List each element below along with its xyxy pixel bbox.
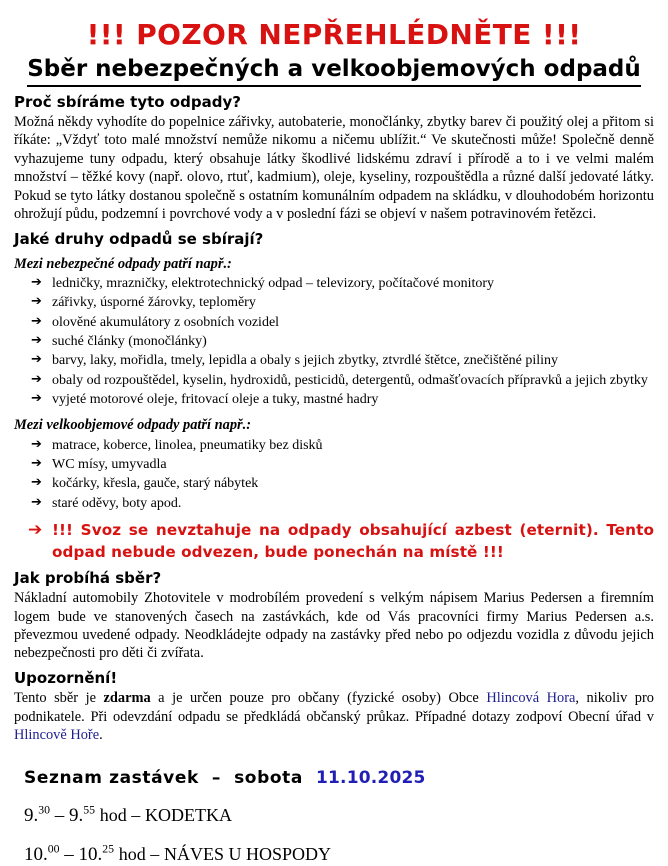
list-item-label: zářivky, úsporné žárovky, teploměry — [52, 295, 256, 311]
arrow-icon: ➔ — [31, 352, 42, 368]
stop-row — [24, 806, 654, 827]
stop-time-dash: – — [54, 805, 65, 827]
stop-start-minutes: 00 — [47, 843, 60, 856]
paragraph-why-collect: Možná někdy vyhodíte do popelnice zářivky, autobaterie, monočlánky, zbytky barev či použitý olej a přitom si říkáte: „Vždyť toto malé množství nemůže nikomu a ničemu ublížit.“ Ve skutečnosti může! Společně denně vyhazujeme tuny odpadu, který obsahuje látky škodlivé lidskému zdraví i přírodě a to i ve velmi malém množství – těžké kovy (např. olovo, rtuť, kadmium), oleje, kyseliny, rozpouštědla a různé další jedovaté látky. Pokud se tyto látky dostanou společně s ostatním komunálním odpadem na skládku, v dlouhodobém horizontu ohrožují půdu, podzemní i povrchové vody a v poslední fázi se objeví v našem potravinovém řetězci. — [14, 113, 654, 223]
stop-row — [24, 845, 654, 866]
hazardous-waste-list — [14, 274, 654, 409]
subheading-bulky-waste: Mezi velkoobjemové odpady patří např.: — [14, 417, 252, 434]
list-item-label: vyjeté motorové oleje, fritovací oleje a tuky, mastné hadry — [52, 391, 379, 407]
municipality-link-2[interactable]: Hlincově Hoře — [14, 727, 100, 743]
list-item — [14, 274, 654, 293]
list-item — [14, 390, 654, 409]
stop-unit: hod – — [118, 844, 160, 865]
stop-end-minutes: 25 — [102, 843, 115, 856]
list-item-label: olověné akumulátory z osobních vozidel — [52, 314, 280, 330]
municipality-link-1[interactable]: Hlincová Hora — [486, 690, 576, 707]
heading-why-collect: Proč sbíráme tyto odpady? — [14, 92, 241, 111]
notice-part-3: , nikoliv pro podnikatele. Při odevzdání odpadu se předkládá občanský průkaz. Případné dotazy zodpoví Obecní úřad v — [14, 690, 654, 725]
arrow-icon: ➔ — [28, 519, 43, 540]
list-item — [14, 313, 654, 332]
schedule-date: 11.10.2025 — [315, 768, 426, 789]
arrow-icon: ➔ — [31, 436, 42, 452]
paragraph-how-collection-works: Nákladní automobily Zhotovitele v modrobílém provedení s velkým nápisem Marius Pedersen a firemním logem bude ve stanovených časech na zastávkách, kde od Vás pracovníci firmy Marius Pedersen a.s. převezmou uvedené odpady. Neodkládejte odpady na zastávky před nebo po odjezdu vozidla z důvodu jejich nebezpečnosti pro děti či zvířata. — [14, 590, 654, 662]
arrow-icon: ➔ — [31, 275, 42, 291]
list-item-label: staré oděvy, boty apod. — [52, 495, 182, 511]
schedule-title-day: sobota — [234, 768, 303, 789]
list-item — [14, 436, 654, 455]
list-item-label: obaly od rozpouštědel, kyselin, hydroxidů, pesticidů, detergentů, odmašťovacích přípravků a jejich zbytky — [52, 372, 648, 388]
stop-end-hour: 9. — [69, 805, 84, 827]
list-item-label: kočárky, křesla, gauče, starý nábytek — [52, 476, 259, 492]
list-item — [14, 293, 654, 312]
stop-start-hour: 9. — [24, 805, 39, 827]
arrow-icon: ➔ — [31, 371, 42, 387]
notice-part-1: Tento sběr je — [14, 690, 104, 707]
asbestos-warning-text: !!! Svoz se nevztahuje na odpady obsahující azbest (eternit). Tento odpad nebude odvezen, bude ponechán na místě !!! — [52, 520, 654, 561]
schedule-title — [24, 768, 654, 788]
stop-end-minutes: 55 — [83, 804, 96, 818]
list-item — [14, 494, 654, 513]
list-item — [14, 371, 654, 390]
list-item — [14, 474, 654, 493]
list-item — [14, 351, 654, 370]
stop-start-minutes: 30 — [38, 804, 51, 818]
paragraph-notice — [14, 689, 654, 744]
notice-part-4: . — [99, 727, 103, 743]
schedule-title-prefix: Seznam zastávek — [24, 768, 199, 789]
arrow-icon: ➔ — [31, 313, 42, 329]
schedule-title-dash: – — [211, 768, 222, 789]
notice-bold-free: zdarma — [103, 690, 151, 707]
stop-time-dash: – — [64, 844, 74, 866]
list-item-label: WC mísy, umyvadla — [52, 456, 167, 472]
arrow-icon: ➔ — [31, 333, 42, 349]
stop-unit: hod – — [99, 805, 141, 826]
stop-place: KODETKA — [145, 805, 233, 826]
list-item-label: matrace, koberce, linolea, pneumatiky bez disků — [52, 437, 323, 453]
arrow-icon: ➔ — [31, 390, 42, 406]
arrow-icon: ➔ — [31, 494, 42, 510]
list-item — [14, 455, 654, 474]
notice-part-2: a je určen pouze pro občany (fyzické osoby) Obce — [150, 690, 487, 707]
arrow-icon: ➔ — [31, 475, 42, 491]
subheading-hazardous-waste: Mezi nebezpečné odpady patří např.: — [14, 255, 232, 272]
list-item-label: suché články (monočlánky) — [52, 334, 207, 350]
asbestos-warning — [14, 519, 654, 563]
main-title: !!! POZOR NEPŘEHLÉDNĚTE !!! — [86, 18, 582, 51]
list-item-label: ledničky, mrazničky, elektrotechnický odpad – televizory, počítačové monitory — [52, 276, 495, 292]
heading-notice: Upozornění! — [14, 668, 118, 687]
stop-place: NÁVES U HOSPODY — [164, 844, 332, 865]
stop-end-hour: 10. — [78, 844, 103, 866]
heading-waste-types: Jaké druhy odpadů se sbírají? — [14, 229, 264, 248]
arrow-icon: ➔ — [31, 455, 42, 471]
bulky-waste-list — [14, 436, 654, 513]
sub-title: Sběr nebezpečných a velkoobjemových odpadů — [27, 57, 641, 86]
stop-start-hour: 10. — [24, 844, 48, 866]
list-item-label: barvy, laky, mořidla, tmely, lepidla a obaly s jejich zbytky, ztvrdlé štětce, znečištěné piliny — [52, 353, 559, 369]
arrow-icon: ➔ — [31, 294, 42, 310]
heading-how-collection-works: Jak probíhá sběr? — [14, 568, 162, 587]
list-item — [14, 332, 654, 351]
